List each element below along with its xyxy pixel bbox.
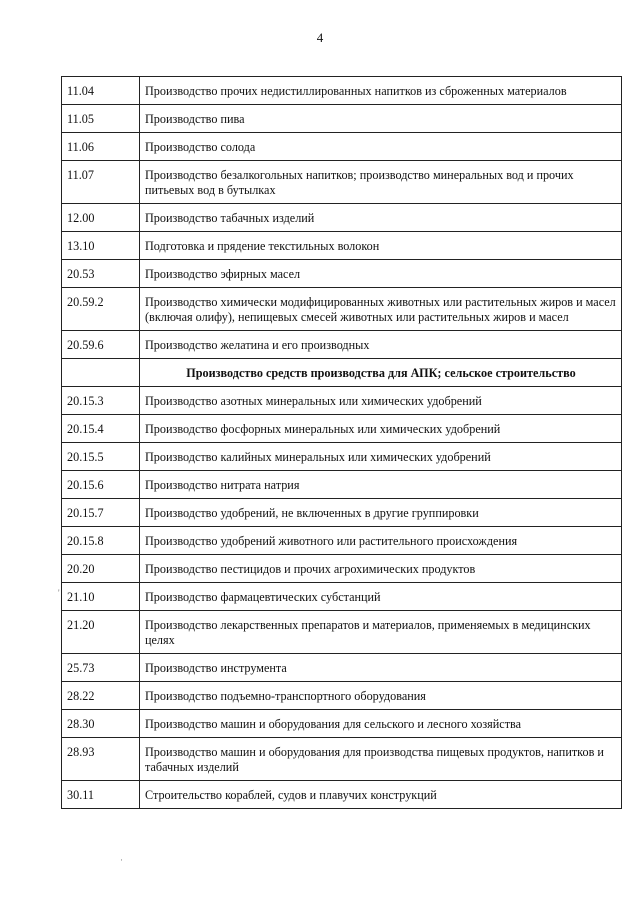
row-code: 21.10	[62, 583, 140, 611]
table-row	[62, 232, 622, 260]
row-name: Производство азотных минеральных или химических удобрений	[140, 387, 622, 415]
table-row	[62, 682, 622, 710]
table-row	[62, 161, 622, 204]
section-code-cell	[62, 359, 140, 387]
scan-artifact-mark: '	[58, 588, 60, 598]
row-name: Производство прочих недистиллированных напитков из сброженных материалов	[140, 77, 622, 105]
row-code: 20.59.2	[62, 288, 140, 331]
table-row	[62, 415, 622, 443]
row-name: Производство удобрений, не включенных в другие группировки	[140, 499, 622, 527]
row-code: 12.00	[62, 204, 140, 232]
row-name: Производство инструмента	[140, 654, 622, 682]
scan-artifact-mark: ·	[120, 855, 123, 865]
table-row	[62, 260, 622, 288]
table-row	[62, 387, 622, 415]
section-row	[62, 359, 622, 387]
row-code: 20.15.7	[62, 499, 140, 527]
row-code: 25.73	[62, 654, 140, 682]
row-code: 11.07	[62, 161, 140, 204]
row-name: Производство фармацевтических субстанций	[140, 583, 622, 611]
table-row	[62, 781, 622, 809]
row-name: Подготовка и прядение текстильных волокон	[140, 232, 622, 260]
row-code: 21.20	[62, 611, 140, 654]
row-name: Производство нитрата натрия	[140, 471, 622, 499]
row-name: Производство пестицидов и прочих агрохимических продуктов	[140, 555, 622, 583]
row-name: Производство солода	[140, 133, 622, 161]
row-code: 20.15.5	[62, 443, 140, 471]
row-name: Производство безалкогольных напитков; производство минеральных вод и прочих питьевых вод в бутылках	[140, 161, 622, 204]
row-code: 11.04	[62, 77, 140, 105]
table-row	[62, 471, 622, 499]
table-row	[62, 105, 622, 133]
row-name: Производство эфирных масел	[140, 260, 622, 288]
section-title: Производство средств производства для АПК; сельское строительство	[140, 359, 622, 387]
row-code: 20.15.3	[62, 387, 140, 415]
row-name: Производство удобрений животного или растительного происхождения	[140, 527, 622, 555]
row-name: Производство пива	[140, 105, 622, 133]
row-code: 28.30	[62, 710, 140, 738]
table-row	[62, 204, 622, 232]
row-name: Производство машин и оборудования для производства пищевых продуктов, напитков и табачных изделий	[140, 738, 622, 781]
row-name: Производство желатина и его производных	[140, 331, 622, 359]
table-row	[62, 288, 622, 331]
row-name: Производство подъемно-транспортного оборудования	[140, 682, 622, 710]
row-name: Производство машин и оборудования для сельского и лесного хозяйства	[140, 710, 622, 738]
row-code: 13.10	[62, 232, 140, 260]
table-row	[62, 583, 622, 611]
row-code: 28.22	[62, 682, 140, 710]
row-code: 30.11	[62, 781, 140, 809]
table-row	[62, 611, 622, 654]
table-row	[62, 738, 622, 781]
row-code: 20.20	[62, 555, 140, 583]
table-row	[62, 331, 622, 359]
row-code: 11.05	[62, 105, 140, 133]
table-row	[62, 654, 622, 682]
table-row	[62, 710, 622, 738]
row-code: 11.06	[62, 133, 140, 161]
table-row	[62, 527, 622, 555]
row-code: 28.93	[62, 738, 140, 781]
row-name: Производство табачных изделий	[140, 204, 622, 232]
table-row	[62, 133, 622, 161]
row-name: Производство фосфорных минеральных или химических удобрений	[140, 415, 622, 443]
table-row	[62, 77, 622, 105]
page-number: 4	[316, 30, 324, 45]
row-code: 20.15.6	[62, 471, 140, 499]
row-name: Строительство кораблей, судов и плавучих конструкций	[140, 781, 622, 809]
row-name: Производство калийных минеральных или химических удобрений	[140, 443, 622, 471]
table-row	[62, 555, 622, 583]
row-code: 20.15.4	[62, 415, 140, 443]
okved-table	[61, 76, 622, 809]
row-code: 20.15.8	[62, 527, 140, 555]
row-code: 20.59.6	[62, 331, 140, 359]
row-name: Производство химически модифицированных животных или растительных жиров и масел (включая олифу), непищевых смесей животных или растительных жиров и масел	[140, 288, 622, 331]
table-row	[62, 499, 622, 527]
row-name: Производство лекарственных препаратов и материалов, применяемых в медицинских целях	[140, 611, 622, 654]
row-code: 20.53	[62, 260, 140, 288]
table-row	[62, 443, 622, 471]
